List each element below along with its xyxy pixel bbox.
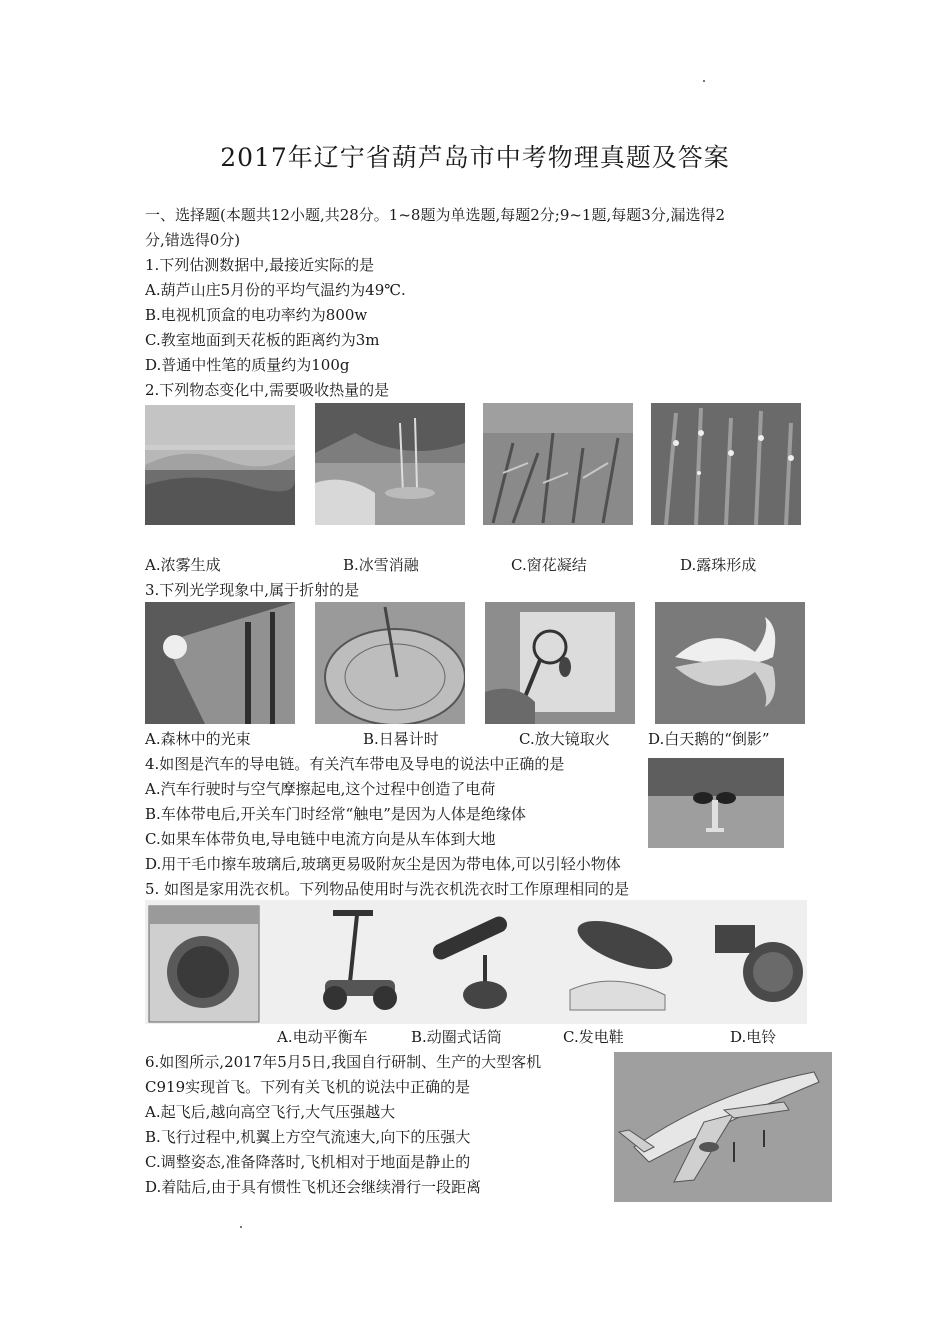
q5-option-c: C.发电鞋	[563, 1028, 624, 1046]
q5-option-d: D.电铃	[730, 1028, 777, 1046]
q2-option-b: B.冰雪消融	[343, 556, 419, 574]
q1-option-b: B.电视机顶盒的电功率约为800w	[145, 306, 368, 324]
q1-option-a: A.葫芦山庄5月份的平均气温约为49℃.	[145, 281, 406, 299]
q3-option-d: D.白天鹅的“倒影”	[648, 730, 770, 748]
q5-option-a: A.电动平衡车	[277, 1028, 368, 1046]
q4-option-b: B.车体带电后,开关车门时经常“触电”是因为人体是绝缘体	[145, 805, 526, 823]
page-title: 2017年辽宁省葫芦岛市中考物理真题及答案	[220, 143, 730, 172]
q4-stem: 4.如图是汽车的导电链。有关汽车带电及导电的说法中正确的是	[145, 755, 565, 773]
q3-option-c: C.放大镜取火	[519, 730, 610, 748]
scan-dot	[240, 1226, 242, 1228]
q3-photo-swan-reflection	[655, 602, 805, 724]
q6-option-d: D.着陆后,由于具有惯性飞机还会继续滑行一段距离	[145, 1178, 482, 1196]
section-header-line-2: 分,错选得0分)	[145, 231, 241, 249]
q6-option-b: B.飞行过程中,机翼上方空气流速大,向下的压强大	[145, 1128, 471, 1146]
q4-option-c: C.如果车体带负电,导电链中电流方向是从车体到大地	[145, 830, 496, 848]
scan-dot	[703, 80, 705, 82]
q6-stem-line-1: 6.如图所示,2017年5月5日,我国自行研制、生产的大型客机	[145, 1053, 542, 1071]
q6-photo-airplane	[614, 1052, 832, 1202]
q3-option-b: B.日晷计时	[363, 730, 439, 748]
q4-option-a: A.汽车行驶时与空气摩擦起电,这个过程中创造了电荷	[145, 780, 496, 798]
q2-option-a: A.浓雾生成	[145, 556, 221, 574]
q6-option-c: C.调整姿态,准备降落时,飞机相对于地面是静止的	[145, 1153, 471, 1171]
q3-stem: 3.下列光学现象中,属于折射的是	[145, 581, 360, 599]
q3-option-a: A.森林中的光束	[145, 730, 251, 748]
q1-option-c: C.教室地面到天花板的距离约为3m	[145, 331, 380, 349]
q5-stem: 5. 如图是家用洗衣机。下列物品使用时与洗衣机洗衣时工作原理相同的是	[145, 880, 630, 898]
q2-photo-melting-snow	[315, 403, 465, 525]
q1-option-d: D.普通中性笔的质量约为100g	[145, 356, 350, 374]
q2-photo-fog	[145, 405, 295, 525]
q6-stem-line-2: C919实现首飞。下列有关飞机的说法中正确的是	[145, 1078, 471, 1096]
q4-option-d: D.用干毛巾擦车玻璃后,玻璃更易吸附灰尘是因为带电体,可以引轻小物体	[145, 855, 621, 873]
q4-photo-conductive-chain	[648, 758, 784, 848]
q1-stem: 1.下列估测数据中,最接近实际的是	[145, 256, 375, 274]
q2-photo-dew	[651, 403, 801, 525]
q5-photo-strip	[145, 900, 807, 1024]
q3-photo-sundial	[315, 602, 465, 724]
q2-option-d: D.露珠形成	[680, 556, 757, 574]
q2-photo-window-frost	[483, 403, 633, 525]
q2-stem: 2.下列物态变化中,需要吸收热量的是	[145, 381, 390, 399]
section-header-line-1: 一、选择题(本题共12小题,共28分。1~8题为单选题,每题2分;9~1题,每题3分,漏选得2	[145, 206, 726, 224]
q3-photo-forest-light	[145, 602, 295, 724]
q3-photo-magnifier	[485, 602, 635, 724]
q5-option-b: B.动圈式话筒	[411, 1028, 502, 1046]
q2-option-c: C.窗花凝结	[511, 556, 587, 574]
q6-option-a: A.起飞后,越向高空飞行,大气压强越大	[145, 1103, 396, 1121]
